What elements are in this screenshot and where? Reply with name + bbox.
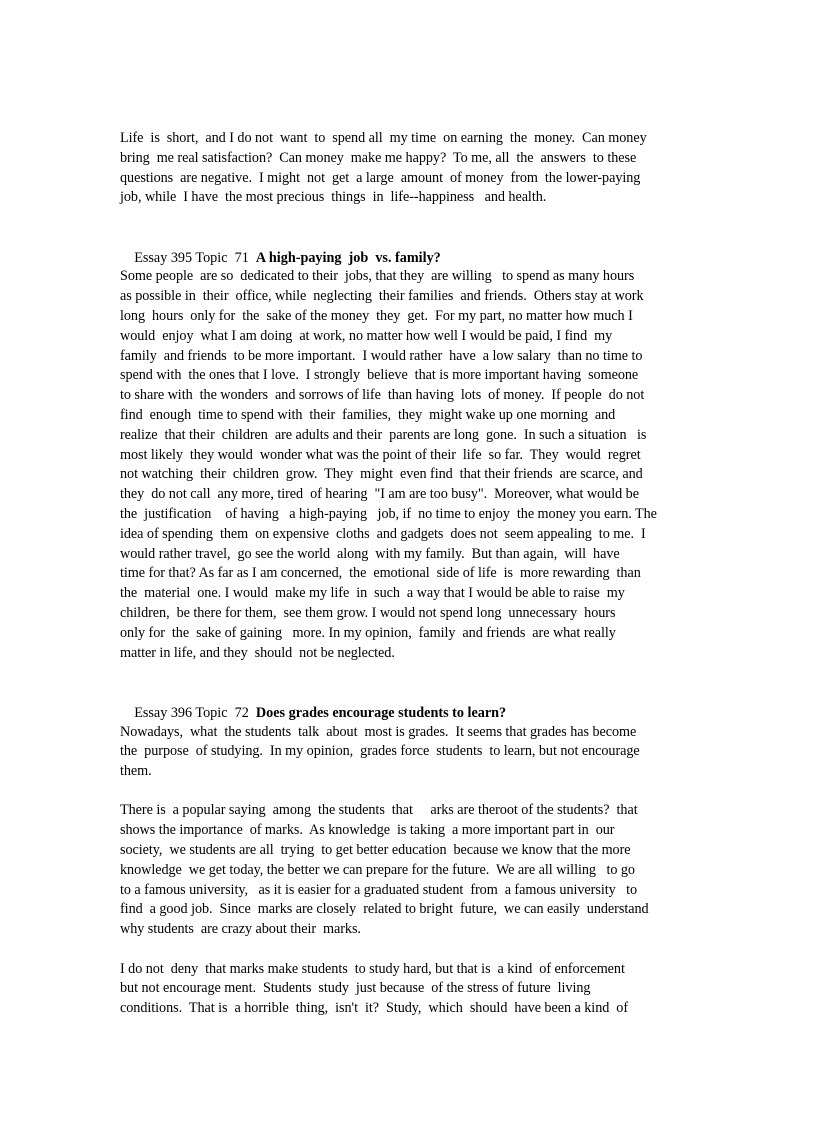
text-line: only for the sake of gaining more. In my opinion, family and friends are what really <box>120 624 616 641</box>
paragraph-high-paying-job <box>120 267 700 663</box>
essay-395-heading <box>120 228 700 266</box>
essay-396-title: Does grades encourage students to learn? <box>255 704 507 721</box>
text-line: questions are negative. I might not get a large amount of money from the lower-paying <box>120 169 641 186</box>
text-line: not watching their children grow. They might even find that their friends are scarce, and <box>120 466 643 483</box>
paragraph-nowadays <box>120 723 700 782</box>
essay-396-heading <box>120 683 700 721</box>
text-line: shows the importance of marks. As knowledge is taking a more important part in our <box>120 822 615 839</box>
text-line: them. <box>120 763 152 780</box>
text-line: realize that their children are adults and their parents are long gone. In such a situation is <box>120 426 647 443</box>
text-line: time for that? As far as I am concerned, the emotional side of life is more rewarding than <box>120 565 641 582</box>
text-line: matter in life, and they should not be neglected. <box>120 644 395 661</box>
text-line: would rather travel, go see the world along with my family. But than again, will have <box>120 545 620 562</box>
text-line: as possible in their office, while neglecting their families and friends. Others stay at work <box>120 288 644 305</box>
text-line: I do not deny that marks make students to study hard, but that is a kind of enforcement <box>120 960 625 977</box>
paragraph-life-is-short <box>120 129 700 208</box>
text-line: job, while I have the most precious things in life--happiness and health. <box>120 189 547 206</box>
text-line: family and friends to be more important. I would rather have a low salary than no time to <box>120 347 643 364</box>
text-line: spend with the ones that I love. I strongly believe that is more important having someone <box>120 367 639 384</box>
document-page <box>120 129 700 1039</box>
text-line: they do not call any more, tired of hearing "I am are too busy". Moreover, what would be <box>120 486 639 503</box>
text-line: why students are crazy about their marks. <box>120 921 361 938</box>
text-line: conditions. That is a horrible thing, isn't it? Study, which should have been a kind of <box>120 1000 628 1017</box>
text-line: to a famous university, as it is easier for a graduated student from a famous university to <box>120 881 638 898</box>
text-line: There is a popular saying among the students that arks are theroot of the students? that <box>120 802 638 819</box>
text-line: but not encourage ment. Students study just because of the stress of future living <box>120 980 591 997</box>
text-line: bring me real satisfaction? Can money make me happy? To me, all the answers to these <box>120 149 637 166</box>
text-line: knowledge we get today, the better we can prepare for the future. We are all willing to go <box>120 861 635 878</box>
text-line: idea of spending them on expensive cloths and gadgets does not seem appealing to me. I <box>120 525 646 542</box>
text-line: the purpose of studying. In my opinion, grades force students to learn, but not encourage <box>120 743 640 760</box>
text-line: Some people are so dedicated to their jobs, that they are willing to spend as many hours <box>120 268 635 285</box>
text-line: find enough time to spend with their families, they might wake up one morning and <box>120 406 616 423</box>
text-line: find a good job. Since marks are closely related to bright future, we can easily understand <box>120 901 649 918</box>
text-line: Nowadays, what the students talk about most is grades. It seems that grades has become <box>120 723 637 740</box>
text-line: children, be there for them, see them grow. I would not spend long unnecessary hours <box>120 604 616 621</box>
text-line: would enjoy what I am doing at work, no matter how well I would be paid, I find my <box>120 327 613 344</box>
essay-395-prefix: Essay 395 Topic 71 <box>134 249 256 266</box>
text-line: to share with the wonders and sorrows of life than having lots of money. If people do not <box>120 387 645 404</box>
text-line: most likely they would wonder what was the point of their life so far. They would regret <box>120 446 641 463</box>
text-line: the material one. I would make my life in such a way that I would be able to raise my <box>120 585 625 602</box>
paragraph-enforcement <box>120 960 700 1019</box>
text-line: the justification of having a high-paying job, if no time to enjoy the money you earn. The <box>120 505 657 522</box>
text-line: society, we students are all trying to get better education because we know that the more <box>120 842 631 859</box>
essay-396-prefix: Essay 396 Topic 72 <box>134 704 256 721</box>
text-line: Life is short, and I do not want to spend all my time on earning the money. Can money <box>120 130 647 146</box>
paragraph-popular-saying <box>120 801 700 940</box>
text-line: long hours only for the sake of the money they get. For my part, no matter how much I <box>120 307 633 324</box>
essay-395-title: A high-paying job vs. family? <box>255 249 441 266</box>
